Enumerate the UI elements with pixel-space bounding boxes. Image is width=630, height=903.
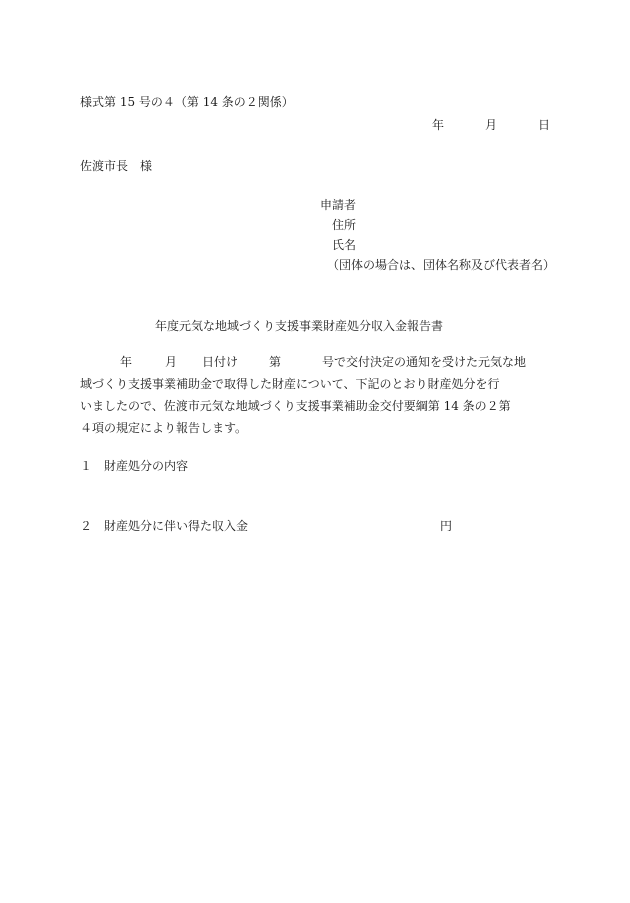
organization-note: （団体の場合は、団体名称及び代表者名） — [327, 258, 556, 272]
form-number: 様式第 15 号の４（第 14 条の２関係） — [80, 95, 294, 109]
body-line-1-rest: 号で交付決定の通知を受けた元気な地 — [322, 355, 527, 369]
body-dated-label: 日付け — [202, 355, 239, 369]
body-line-4: ４項の規定により報告します。 — [80, 421, 248, 435]
addressee: 佐渡市長 様 — [80, 159, 153, 173]
body-month-label: 月 — [165, 355, 178, 369]
date-day-label: 日 — [538, 118, 551, 132]
item-label: 財産処分に伴い得た収入金 — [104, 519, 249, 533]
body-year-label: 年 — [120, 355, 133, 369]
name-label: 氏名 — [332, 238, 357, 252]
body-line-3: いましたので、佐渡市元気な地域づくり支援事業補助金交付要綱第 14 条の２第 — [80, 399, 511, 413]
item-number: ２ — [80, 519, 93, 533]
document-title: 年度元気な地域づくり支援事業財産処分収入金報告書 — [155, 319, 444, 333]
address-label: 住所 — [332, 218, 357, 232]
body-line-2: 域づくり支援事業補助金で取得した財産について、下記のとおり財産処分を行 — [80, 377, 500, 391]
item-1 — [80, 460, 188, 472]
item-label: 財産処分の内容 — [104, 459, 189, 473]
item-2 — [80, 520, 248, 532]
applicant-label: 申請者 — [320, 198, 357, 212]
body-number-prefix: 第 — [269, 355, 282, 369]
yen-unit: 円 — [440, 519, 453, 533]
item-number: １ — [80, 459, 93, 473]
date-year-label: 年 — [432, 118, 445, 132]
date-month-label: 月 — [485, 118, 498, 132]
